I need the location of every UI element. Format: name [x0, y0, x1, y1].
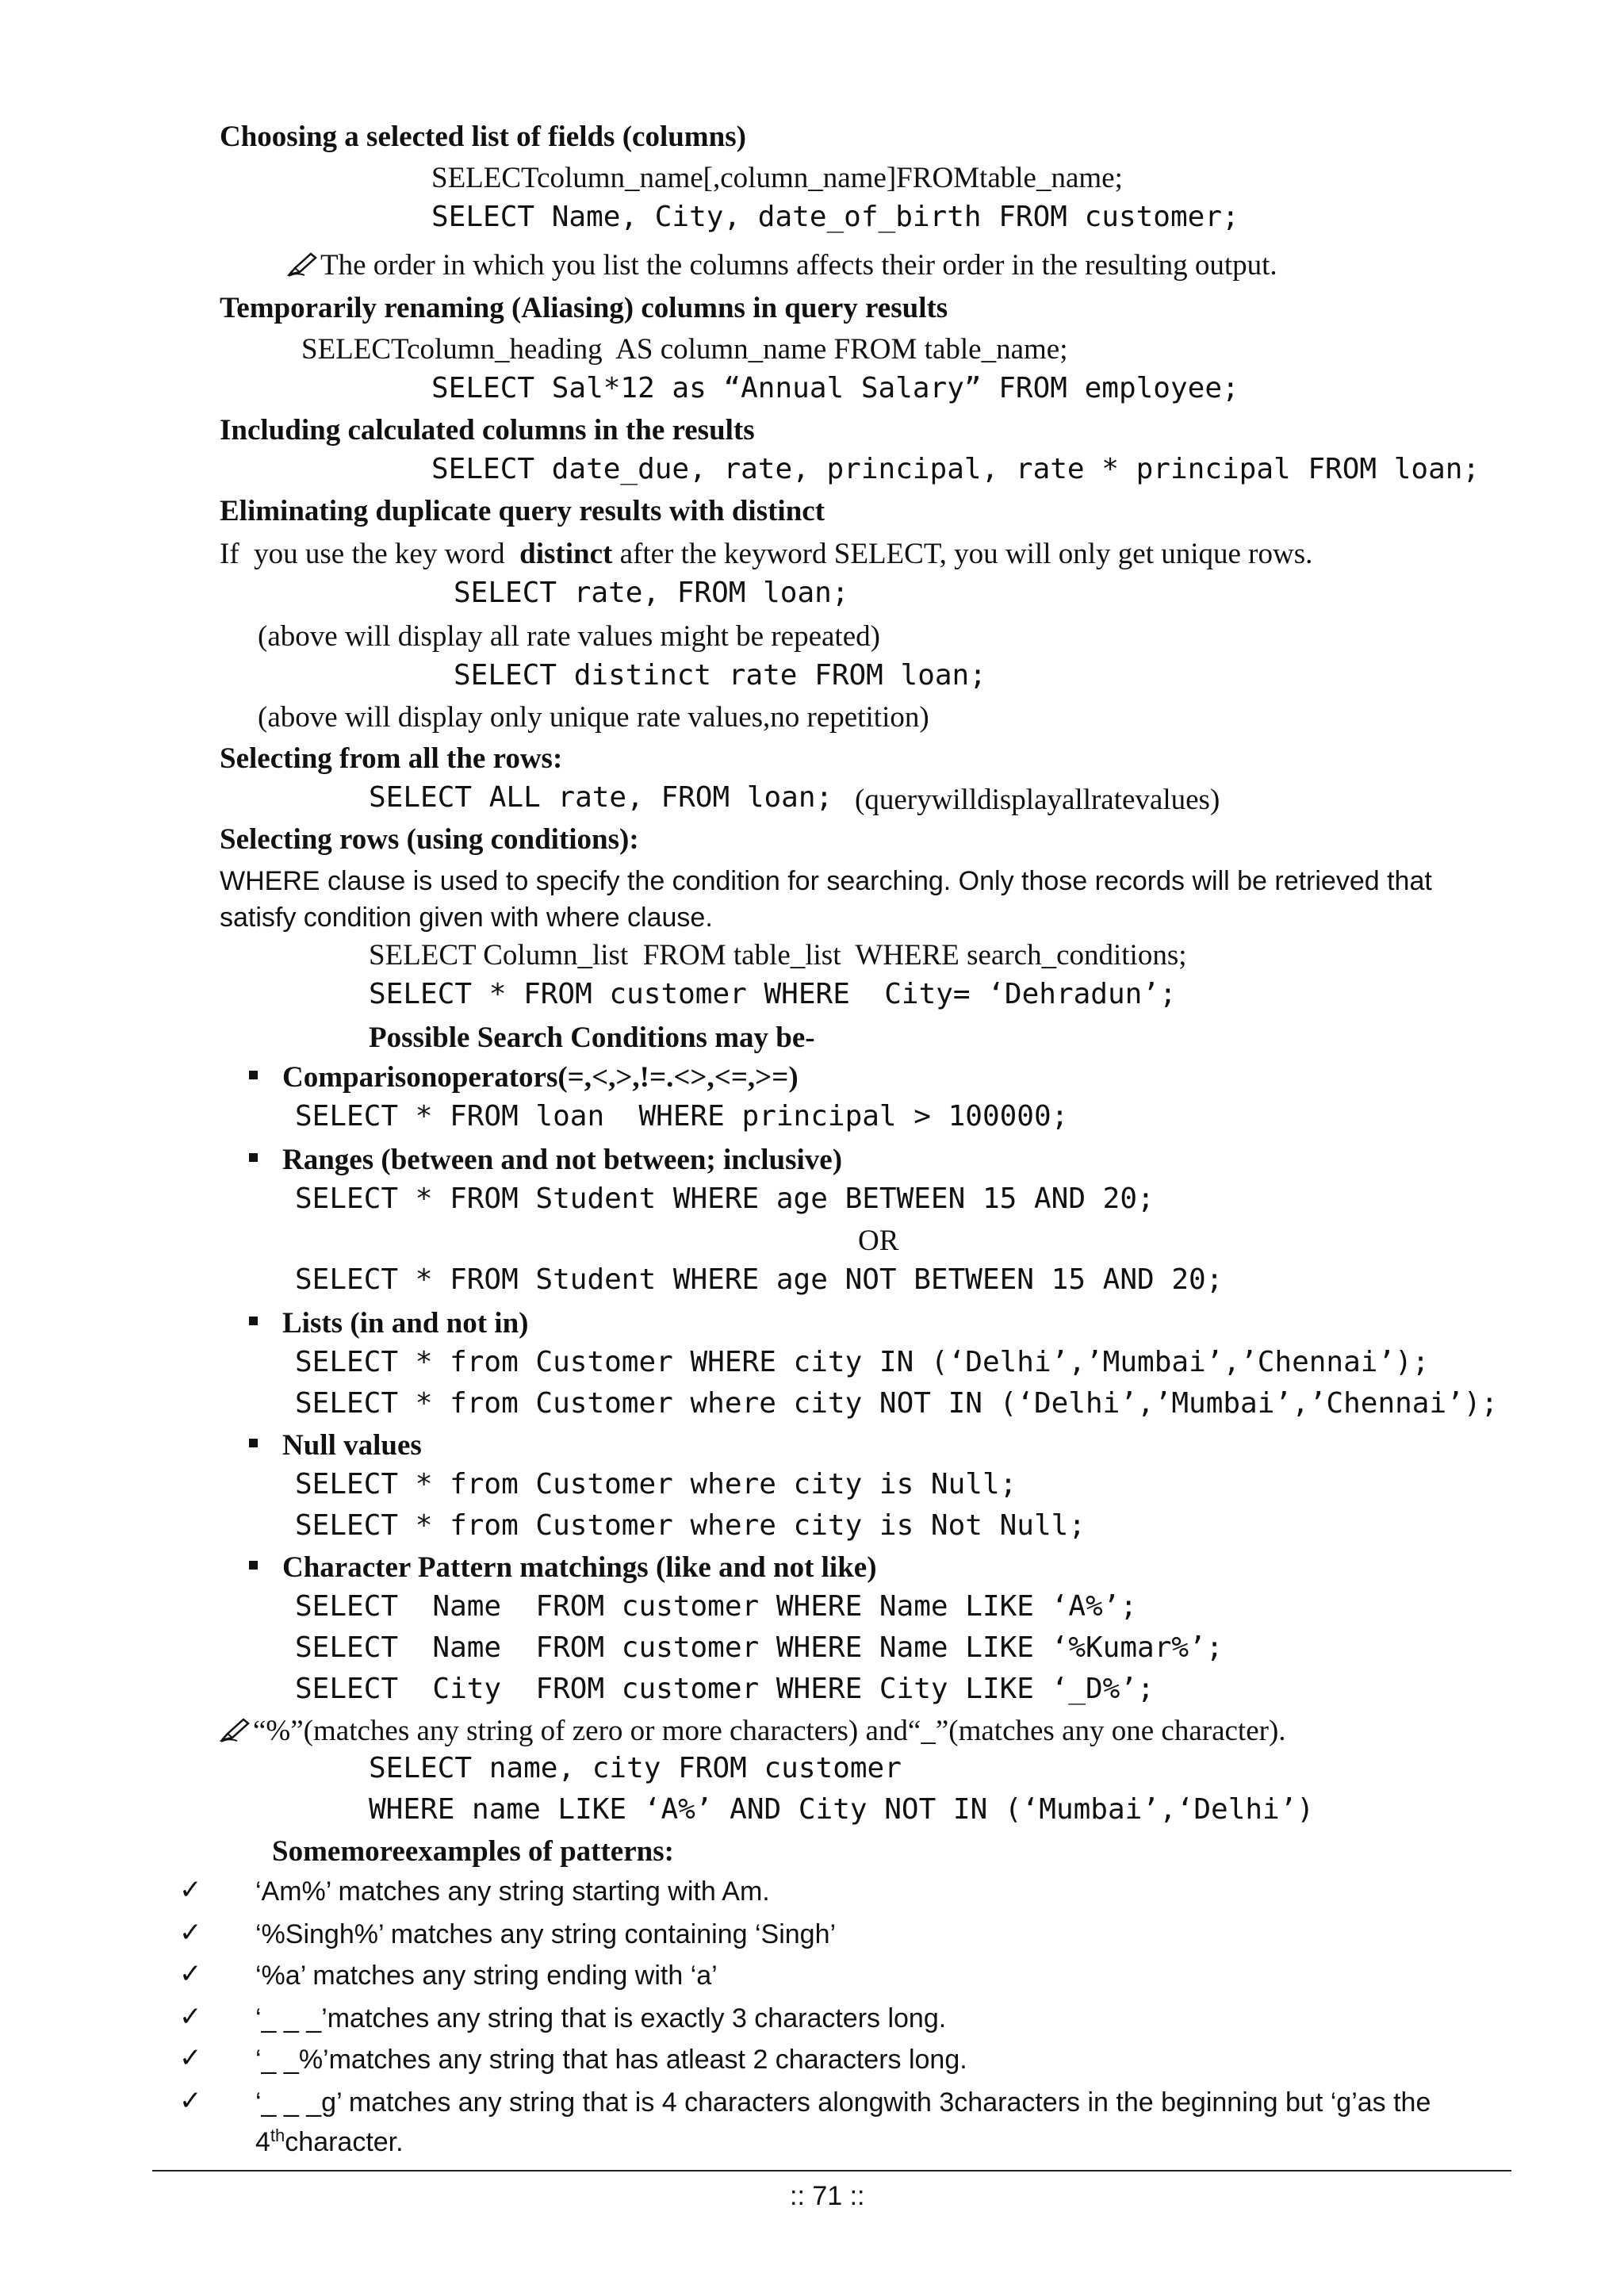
code-wildcard-1: SELECT name, city FROM customer — [369, 1752, 902, 1784]
code-distinct-ex1: SELECT rate, FROM loan; — [454, 577, 849, 609]
heading-search-conditions: Possible Search Conditions may be- — [369, 1022, 815, 1054]
pattern-item-6-line-1: ‘_ _ _g’ matches any string that is 4 characters alongwith 3characters in the beginning but ‘g’as the — [255, 2087, 1431, 2118]
writing-hand-icon — [287, 251, 319, 278]
heading-ranges: Ranges (between and not between; inclusive) — [282, 1144, 843, 1176]
bullet-lists — [249, 1317, 258, 1325]
code-ranges-2: SELECT * FROM Student WHERE age NOT BETWEEN 15 AND 20; — [295, 1263, 1224, 1296]
code-comparison: SELECT * FROM loan WHERE principal > 100000; — [295, 1100, 1069, 1133]
pattern-item-5: ‘_ _%’matches any string that has atleast 2 characters long. — [255, 2045, 967, 2075]
code-choosing-example: SELECT Name, City, date_of_birth FROM customer; — [431, 201, 1239, 233]
note-column-order-text: The order in which you list the columns affects their order in the resulting output. — [320, 249, 1277, 282]
page-number: :: 71 :: — [790, 2181, 865, 2211]
syntax-choosing-fields: SELECTcolumn_name[,column_name]FROMtable_name; — [431, 162, 1123, 194]
text-where-desc-2: satisfy condition given with where clause. — [220, 903, 713, 933]
pattern-item-2: ‘%Singh%’ matches any string containing ‘Singh’ — [255, 1919, 837, 1949]
check-icon: ✓ — [179, 2042, 202, 2074]
ordinal-tail: character. — [285, 2127, 404, 2157]
heading-calculated-columns: Including calculated columns in the results — [220, 414, 755, 447]
code-where-example: SELECT * FROM customer WHERE City= ‘Dehradun’; — [369, 978, 1177, 1010]
text-where-desc-1: WHERE clause is used to specify the condition for searching. Only those records will be retrieved that — [220, 866, 1432, 896]
text-ranges-or: OR — [858, 1225, 899, 1257]
text-distinct-keyword: distinct — [519, 538, 613, 570]
note-wildcards-text: “%”(matches any string of zero or more characters) and“_”(matches any one character). — [253, 1715, 1286, 1747]
code-null-1: SELECT * from Customer where city is Null; — [295, 1468, 1017, 1501]
note-column-order — [287, 251, 1277, 280]
bullet-pattern — [249, 1561, 258, 1570]
heading-distinct: Eliminating duplicate query results with distinct — [220, 495, 825, 527]
bullet-null — [249, 1439, 258, 1447]
pattern-item-6-line-2 — [255, 2125, 404, 2157]
code-lists-1: SELECT * from Customer WHERE city IN (‘Delhi’,’Mumbai’,’Chennai’); — [295, 1346, 1430, 1378]
code-calc-example: SELECT date_due, rate, principal, rate * principal FROM loan; — [431, 453, 1480, 485]
code-alias-example: SELECT Sal*12 as “Annual Salary” FROM employee; — [431, 372, 1239, 404]
code-wildcard-2: WHERE name LIKE ‘A%’ AND City NOT IN (‘Mumbai’,‘Delhi’) — [369, 1793, 1315, 1826]
check-icon: ✓ — [179, 1958, 202, 1990]
syntax-aliasing: SELECTcolumn_heading AS column_name FROM table_name; — [301, 333, 1068, 366]
text-distinct-after: after the keyword SELECT, you will only get unique rows. — [612, 538, 1313, 570]
ordinal-suffix: th — [270, 2125, 285, 2145]
note-wildcards — [220, 1716, 1286, 1746]
code-ranges-1: SELECT * FROM Student WHERE age BETWEEN 15 AND 20; — [295, 1182, 1155, 1215]
footer-rule — [152, 2170, 1511, 2171]
heading-comparison: Comparisonoperators(=,<,>,!=.<>,<=,>=) — [282, 1061, 799, 1094]
heading-aliasing: Temporarily renaming (Aliasing) columns in query results — [220, 292, 948, 324]
code-pattern-3: SELECT City FROM customer WHERE City LIKE ‘_D%’; — [295, 1673, 1155, 1705]
check-icon: ✓ — [179, 1917, 202, 1949]
note-distinct-ex2: (above will display only unique rate values,no repetition) — [258, 701, 929, 734]
code-distinct-ex2: SELECT distinct rate FROM loan; — [454, 659, 986, 692]
heading-select-all: Selecting from all the rows: — [220, 742, 563, 775]
heading-pattern: Character Pattern matchings (like and not like) — [282, 1551, 877, 1584]
heading-choosing-fields: Choosing a selected list of fields (columns) — [220, 121, 746, 153]
code-select-all: SELECT ALL rate, FROM loan; — [369, 781, 833, 814]
code-null-2: SELECT * from Customer where city is Not Null; — [295, 1509, 1086, 1542]
pattern-item-1: ‘Am%’ matches any string starting with Am. — [255, 1876, 770, 1907]
ordinal-number: 4 — [255, 2127, 270, 2157]
heading-null: Null values — [282, 1429, 422, 1462]
check-icon: ✓ — [179, 2001, 202, 2033]
code-lists-2: SELECT * from Customer where city NOT IN (‘Delhi’,’Mumbai’,’Chennai’); — [295, 1387, 1499, 1420]
code-pattern-2: SELECT Name FROM customer WHERE Name LIKE ‘%Kumar%’; — [295, 1631, 1224, 1664]
syntax-where: SELECT Column_list FROM table_list WHERE search_conditions; — [369, 939, 1187, 972]
bullet-ranges — [249, 1153, 258, 1162]
bullet-comparison — [249, 1071, 258, 1079]
text-distinct-desc — [220, 539, 1312, 569]
note-select-all: (querywilldisplayallratevalues) — [855, 784, 1220, 816]
pattern-item-3: ‘%a’ matches any string ending with ‘a’ — [255, 1961, 718, 1991]
code-pattern-1: SELECT Name FROM customer WHERE Name LIKE ‘A%’; — [295, 1590, 1138, 1623]
note-distinct-ex1: (above will display all rate values might be repeated) — [258, 620, 880, 653]
heading-pattern-examples: Somemoreexamples of patterns: — [272, 1835, 674, 1868]
heading-lists: Lists (in and not in) — [282, 1307, 529, 1340]
check-icon: ✓ — [179, 2085, 202, 2117]
pattern-item-4: ‘_ _ _’matches any string that is exactly 3 characters long. — [255, 2003, 947, 2033]
writing-hand-icon — [220, 1716, 251, 1743]
check-icon: ✓ — [179, 1874, 202, 1906]
text-distinct-before: If you use the key word — [220, 538, 520, 570]
heading-where: Selecting rows (using conditions): — [220, 823, 639, 856]
